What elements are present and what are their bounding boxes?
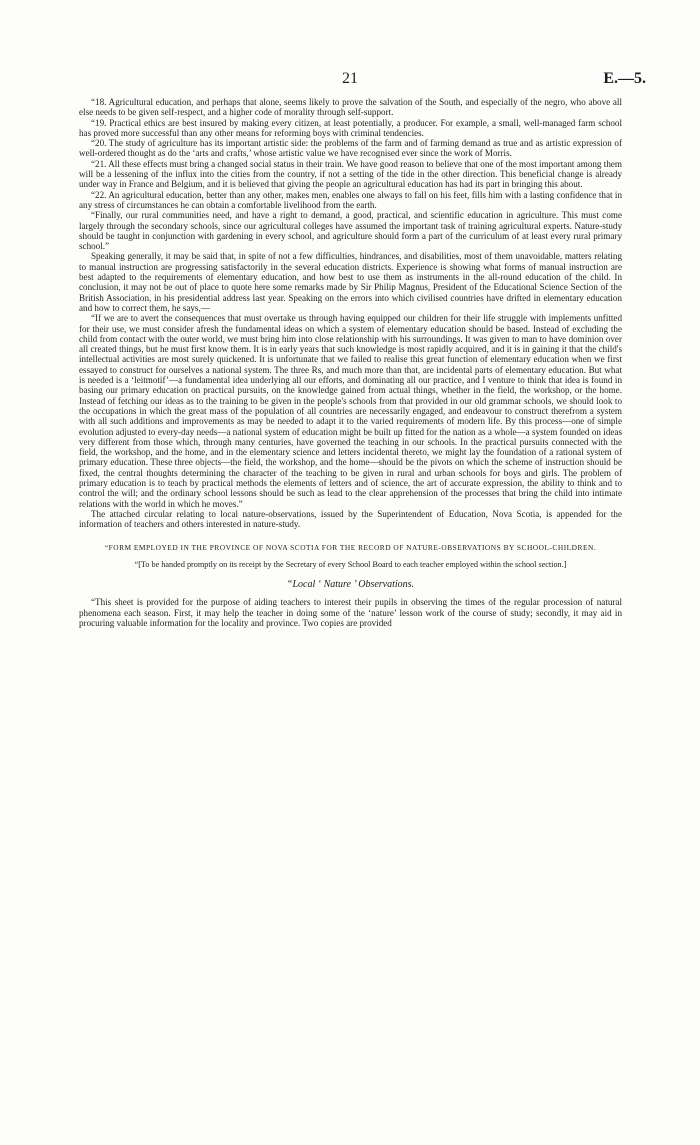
page-number: 21 (342, 70, 358, 87)
page-header (0, 70, 700, 90)
paragraph-20: “20. The study of agriculture has its important artistic side: the problems of the farm and of farming demand as true and as artistic expression of well-ordered thought as do the ‘arts and crafts,’ whose artistic value we have recognised ever since the work of Morris. (79, 138, 622, 159)
paragraph-21: “21. All these effects must bring a changed social status in their train. We have good reason to believe that one of the most important among them will be a lessening of the influx into the cities from the country, if not a setting of the tide in the other direction. This beneficial change is already under way in France and Belgium, and it is believed that giving the people an agricultural education has had its part in bringing this about. (79, 158, 622, 190)
paragraph-sheet-purpose: “This sheet is provided for the purpose of aiding teachers to interest their pupils in observing the times of the regular procession of natural phenomena each season. First, it may help the teacher in doing some of the ‘nature’ lesson work of the course of study; secondly, it may aid in procuring valuable information for the locality and province. Two copies are provided (79, 597, 622, 629)
document-reference: E.—5. (603, 70, 646, 87)
paragraph-22: “22. An agricultural education, better than any other, makes men, enables one always to fall on his feet, fills him with a lasting confidence that in any stress of circumstances he can obtain a comfortable livelihood from the earth. (79, 189, 622, 210)
paragraph-19: “19. Practical ethics are best insured by making every citizen, at least potentially, a producer. For example, a small, well-managed farm school has proved more successful than any other means for reforming boys with criminal tendencies. (79, 117, 622, 138)
form-instruction: “[To be handed promptly on its receipt by the Secretary of every School Board to each teacher employed within the school section.] (134, 560, 567, 570)
paragraph-finally: “Finally, our rural communities need, and have a right to demand, a good, practical, and scientific education in agriculture. This must come largely through the secondary schools, since our agricultural colleges have assumed the important task of training agricultural experts. Nature-study should be taught in conjunction with gardening in every school, and agriculture should form a part of the curriculum of at least every rural primary school.” (79, 210, 622, 252)
form-heading: “FORM EMPLOYED IN THE PROVINCE OF NOVA SCOTIA FOR THE RECORD OF NATURE-OBSERVATIONS BY SCHOOL-CHILDREN. (104, 543, 597, 553)
paragraph-attached-circular: The attached circular relating to local nature-observations, issued by the Superintendent of Education, Nova Scotia, is appended for the information of teachers and others interested in nature-study. (79, 508, 622, 530)
section-title: “Local ‘ Nature ’ Observations. (286, 579, 415, 591)
paragraph-18: “18. Agricultural education, and perhaps that alone, seems likely to prove the salvation of the South, and especially of the negro, who above all else needs to be given self-respect, and a higher code of morality through self-support. (79, 97, 622, 118)
paragraph-magnus-quote: “If we are to avert the consequences that must overtake us through having equipped our children for their life struggle with implements unfitted for their use, we must consider afresh the fundamental ideas on which a system of elementary education should be based. Instead of excluding the child from contact with the outer world, we must bring him into close relationship with his surroundings. It was given to man to have dominion over all created things, but he must first know them. It is in early years that such knowledge is most rapidly acquired, and it is in gaining it that the child's intellectual activities are most surely quickened. It is unfortunate that we failed to realise this great function of elementary education when we first essayed to construct for ourselves a national system. The three Rs, and much more than that, are incidental parts of elementary education. But what is needed is a ‘leitmotif’—a fundamental idea underlying all our efforts, and dominating all our practice, and I venture to think that idea is found in basing our primary education on practical pursuits, on the knowledge gained from actual things, whether in the field, the workshop, or the home. Instead of fetching our ideas as to the training to be given in the people's schools from that provided in our old grammar schools, we should look to the occupations in which the great mass of the population of all countries are necessarily engaged, and endeavour to construct therefrom a system with all such additions and improvements as may be needed to adapt it to the varied requirements of modern life. By this process—one of simple evolution adjusted to every-day needs—a national system of education might be built up fitted for the nation as a whole—a system founded on ideas very different from those which, through many centuries, have governed the teaching in our schools. In the practical pursuits connected with the field, the workshop, and the home, and in the elementary science and letters incidental thereto, we might lay the foundation of a rational system of primary education. These three objects—the field, the workshop, and the home—should be the pivots on which the scheme of instruction should be fixed, the central thoughts determining the character of the teaching to be given in rural and urban schools for boys and girls. The problem of primary education is to teach by practical methods the elements of letters and of science, the art of accurate expression, the ability to think and to control the will; and the ordinary school lessons should be such as lead to the clear apprehension of the processes that bring the child into intimate relations with the world in which he moves.” (79, 313, 622, 509)
document-body (79, 97, 622, 628)
paragraph-speaking-generally: Speaking generally, it may be said that, in spite of not a few difficulties, hindrances, and disabilities, most of them unavoidable, matters relating to manual instruction are progressing satisfactorily in the several education districts. Experience is showing what forms of manual instruction are best adapted to the requirements of elementary education, and how best to use them as instruments in the all-round education of the child. In conclusion, it may not be out of place to quote here some remarks made by Sir Philip Magnus, President of the Educational Science Section of the British Association, in his presidential address last year. Speaking on the errors into which civilised countries have drifted in elementary education and how to correct them, he says,— (79, 251, 622, 313)
